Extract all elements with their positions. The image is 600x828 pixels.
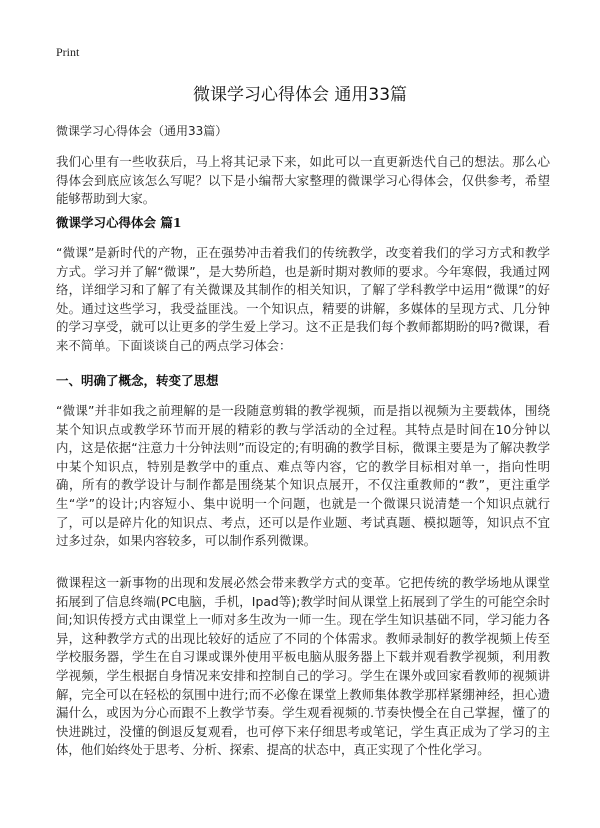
paragraph-3: 微课程这一新事物的出现和发展必然会带来教学方式的变革。它把传统的教学场地从课堂拓展到了信息终端(PC电脑，手机，Ipad等);教学时间从课堂上拓展到了学生的可能空余时间;知识传授方式由课堂上一师对多生改为一师一生。现在学生知识基础不同，学习能力各异，这种教学方式的出现比较好的适应了不同的个体需求。教师录制好的教学视频上传至学校服务器，学生在自习课或课外使用平板电脑从服务器上下载并观看教学视频，利用教学视频，学生根据自身情况来安排和控制自己的学习。学生在课外或回家看教师的视频讲解，完全可以在轻松的氛围中进行;而不必像在课堂上教师集体教学那样紧绷神经，担心遗漏什么，或因为分心而跟不上教学节奏。学生观看视频的.节奏快慢全在自己掌握，懂了的快进跳过，没懂的倒退反复观看，也可停下来仔细思考或笔记，学生真正成为了学习的主体，他们始终处于思考、分析、探索、提高的状态中，真正实现了个性化学习。 <box>56 575 550 758</box>
paragraph-1: “微课”是新时代的产物，正在强势冲击着我们的传统教学，改变着我们的学习方式和教学方式。学习并了解“微课”，是大势所趋，也是新时期对教师的要求。今年寒假，我通过网络，详细学习和了解了有关微课及其制作的相关知识，了解了学科教学中运用“微课”的好处。通过这些学习，我受益匪浅。一个知识点，精要的讲解，多媒体的呈现方式、几分钟的学习享受，就可以让更多的学生爱上学习。这不正是我们每个教师都期盼的吗?微课，看来不简单。下面谈谈自己的两点学习体会： <box>56 245 550 353</box>
section-heading: 微课学习心得体会 篇1 <box>56 215 182 230</box>
print-label[interactable]: Print <box>56 45 80 59</box>
subsection-heading: 一、明确了概念，转变了思想 <box>56 373 219 388</box>
document-subtitle: 微课学习心得体会（通用33篇） <box>56 124 228 138</box>
intro-paragraph: 我们心里有一些收获后，马上将其记录下来，如此可以一直更新迭代自己的想法。那么心得体会到底应该怎么写呢？以下是小编帮大家整理的微课学习心得体会，仅供参考，希望能够帮助到大家。 <box>56 154 550 207</box>
document-title: 微课学习心得体会 通用33篇 <box>192 85 408 105</box>
paragraph-2: “微课”并非如我之前理解的是一段随意剪辑的教学视频，而是指以视频为主要载体，围绕某个知识点或教学环节而开展的精彩的教与学活动的全过程。其特点是时间在10分钟以内，这是依据“注意力十分钟法则”而设定的;有明确的教学目标，微课主要是为了解决教学中某个知识点，特别是教学中的重点、难点等内容，它的教学目标相对单一，指向性明确，所有的教学设计与制作都是围绕某个知识点展开，不仅注重教师的“教”，更注重学生“学”的设计;内容短小、集中说明一个问题，也就是一个微课只说清楚一个知识点就行了，可以是碎片化的知识点、考点，还可以是作业题、考试真题、模拟题等，知识点不宜过多过杂，如果内容较多，可以制作系列微课。 <box>56 403 550 549</box>
